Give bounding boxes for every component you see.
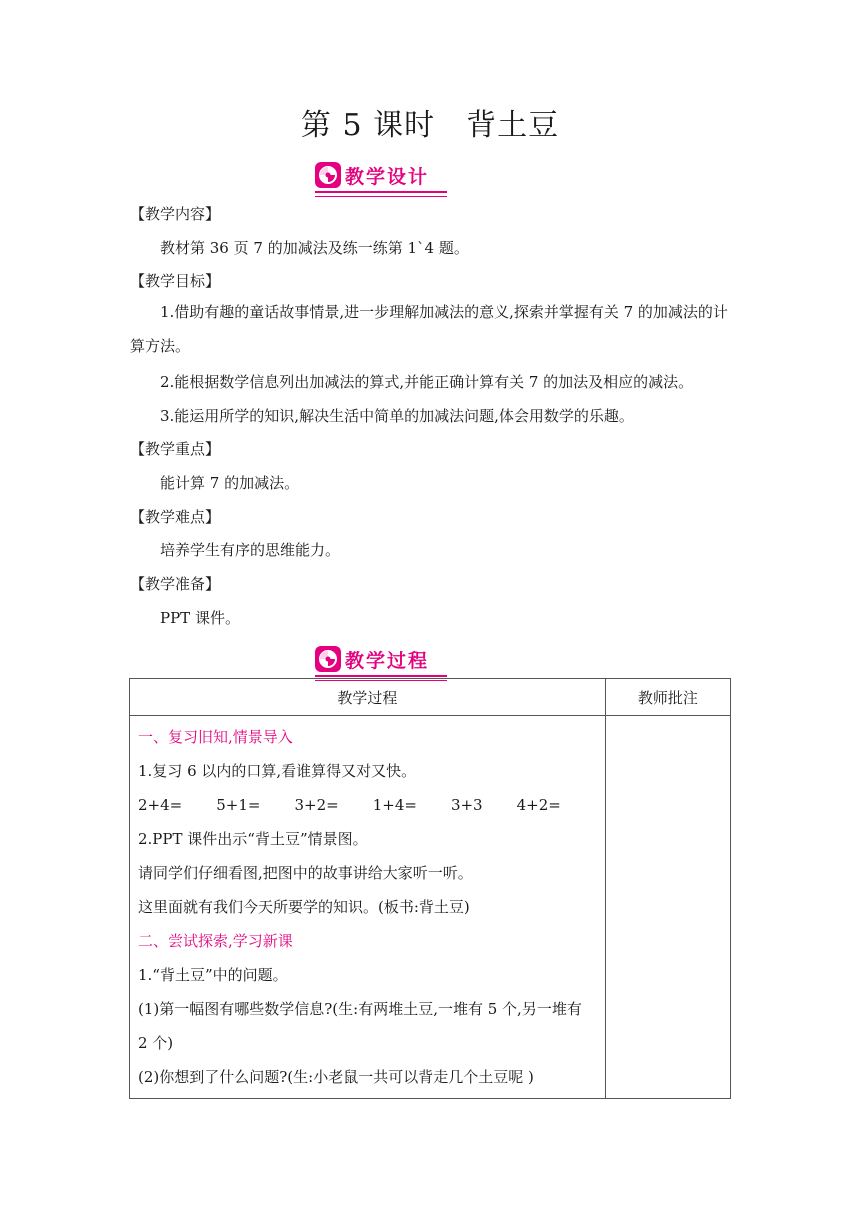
page-title: 第 5 课时 背土豆 bbox=[300, 108, 560, 143]
content-line: 1.“背土豆”中的问题。 bbox=[138, 966, 288, 984]
section-title-review: 一、复习旧知,情景导入 bbox=[138, 728, 293, 746]
process-table bbox=[129, 678, 731, 1099]
swirl-logo-icon bbox=[315, 162, 341, 188]
banner-label: 教学过程 bbox=[345, 649, 430, 672]
calc-item: 3+3 bbox=[450, 796, 483, 814]
calc-row bbox=[138, 788, 595, 822]
teacher-notes-cell bbox=[605, 716, 730, 1099]
goal-item-1: 1.借助有趣的童话故事情景,进一步理解加减法的意义,探索并掌握有关 7 的加减法的计算方法。 bbox=[130, 303, 728, 355]
banner-underline bbox=[315, 675, 447, 677]
section-banner-design bbox=[315, 160, 429, 190]
column-header-notes: 教师批注 bbox=[605, 679, 730, 716]
content-line: 请同学们仔细看图,把图中的故事讲给大家听一听。 bbox=[138, 864, 473, 882]
difficult-text: 培养学生有序的思维能力。 bbox=[160, 541, 341, 559]
goal-item-2: 2.能根据数学信息列出加减法的算式,并能正确计算有关 7 的加法及相应的减法。 bbox=[160, 373, 694, 391]
section-title-explore: 二、尝试探索,学习新课 bbox=[138, 932, 293, 950]
table-row bbox=[130, 716, 731, 1099]
heading-difficult: 【教学难点】 bbox=[130, 508, 221, 526]
banner-underline bbox=[315, 191, 447, 193]
content-line: 这里面就有我们今天所要学的知识。(板书:背土豆) bbox=[138, 898, 470, 916]
goal-item-3: 3.能运用所学的知识,解决生活中简单的加减法问题,体会用数学的乐趣。 bbox=[160, 407, 634, 425]
heading-goals: 【教学目标】 bbox=[130, 272, 221, 290]
content-text: 教材第 36 页 7 的加减法及练一练第 1ˋ4 题。 bbox=[160, 239, 469, 257]
banner-underline-thin bbox=[315, 196, 447, 197]
content-line: (2)你想到了什么问题?(生:小老鼠一共可以背走几个土豆呢 ) bbox=[138, 1068, 534, 1086]
calc-item: 5+1= bbox=[216, 796, 261, 814]
section-banner-process bbox=[315, 644, 429, 674]
content-line: 2.PPT 课件出示“背土豆”情景图。 bbox=[138, 830, 368, 848]
swirl-logo-icon bbox=[315, 646, 341, 672]
calc-item: 2+4= bbox=[138, 796, 183, 814]
content-line: 1.复习 6 以内的口算,看谁算得又对又快。 bbox=[138, 762, 417, 780]
calc-item: 1+4= bbox=[372, 796, 417, 814]
key-text: 能计算 7 的加减法。 bbox=[160, 474, 300, 492]
banner-label: 教学设计 bbox=[345, 165, 430, 188]
content-line: (1)第一幅图有哪些数学信息?(生:有两堆土豆,一堆有 5 个,另一堆有 2 个) bbox=[138, 1000, 582, 1052]
process-content-cell bbox=[130, 716, 606, 1099]
column-header-process: 教学过程 bbox=[130, 679, 606, 716]
calc-item: 3+2= bbox=[294, 796, 339, 814]
table-header-row bbox=[130, 679, 731, 716]
heading-prep: 【教学准备】 bbox=[130, 575, 221, 593]
prep-text: PPT 课件。 bbox=[160, 609, 240, 627]
heading-content: 【教学内容】 bbox=[130, 205, 221, 223]
heading-key: 【教学重点】 bbox=[130, 440, 221, 458]
calc-item: 4+2= bbox=[516, 796, 561, 814]
